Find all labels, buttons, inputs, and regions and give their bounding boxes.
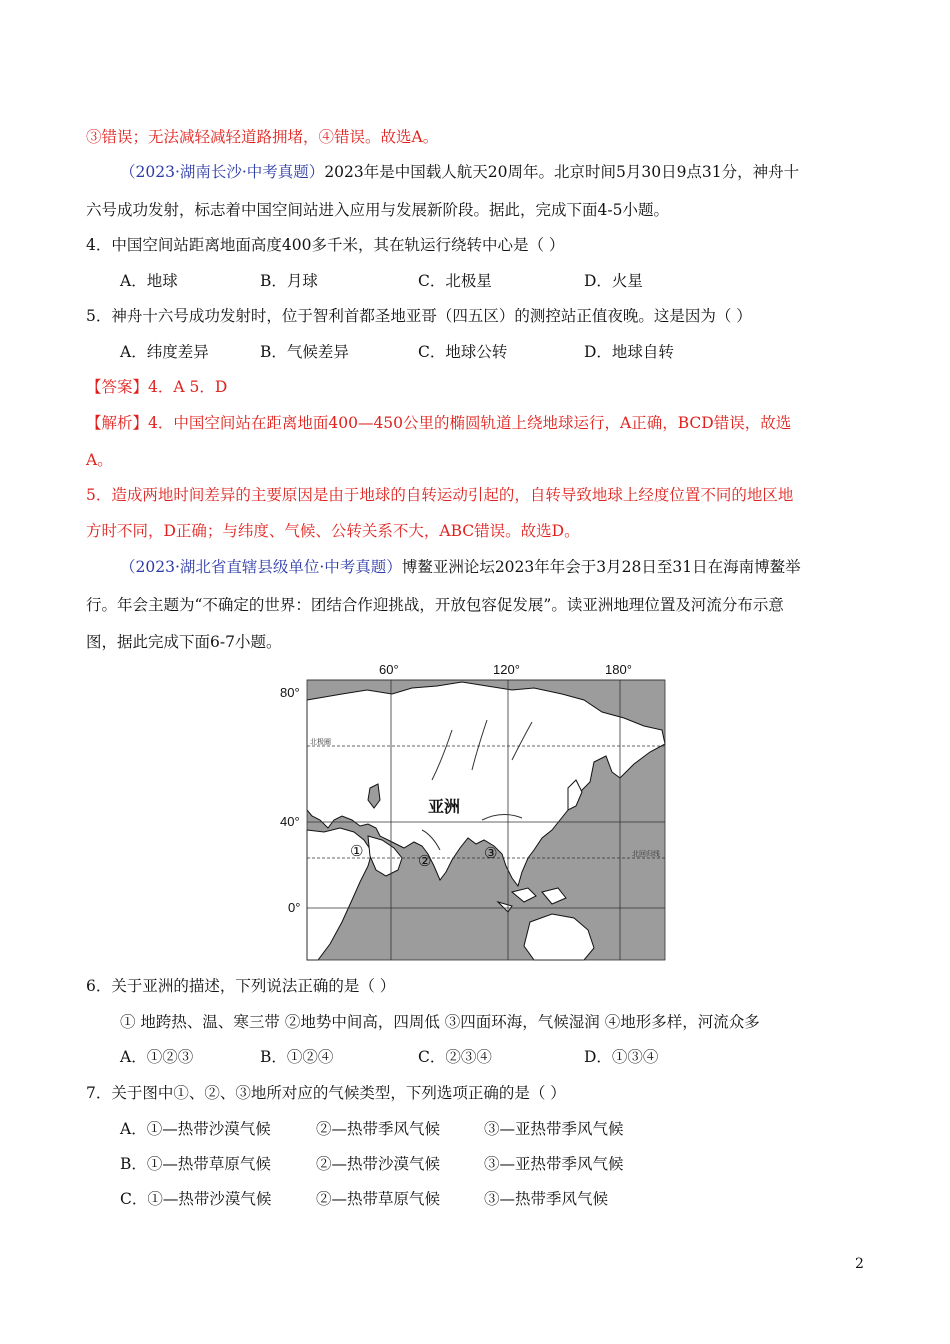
q7-option-c-part1: C．①—热带沙漠气候 — [120, 1190, 272, 1208]
q4-option-d: D．火星 — [584, 272, 643, 290]
q5-option-b: B．气候差异 — [260, 343, 349, 361]
q67-intro-line-3: 图，据此完成下面6-7小题。 — [86, 633, 282, 651]
page-number: 2 — [855, 1256, 864, 1272]
q7-option-b-part1: B．①—热带草原气候 — [120, 1155, 271, 1173]
map-marker-2: ② — [418, 852, 432, 870]
lon-label-180: 180° — [605, 662, 632, 677]
analysis-5-line-1: 5．造成两地时间差异的主要原因是由于地球的自转运动引起的，自转导致地球上经度位置不同的地区地 — [86, 486, 794, 504]
q4-option-b: B．月球 — [260, 272, 318, 290]
q5-option-d: D．地球自转 — [584, 343, 674, 361]
arctic-circle-label: 北极圈 — [310, 738, 331, 746]
analysis-5-line-2: 方时不同，D正确；与纬度、气候、公转关系不大，ABC错误。故选D。 — [86, 522, 580, 540]
q7-option-a-part3: ③—亚热带季风气候 — [484, 1120, 624, 1138]
lon-label-120: 120° — [493, 662, 520, 677]
lon-label-60: 60° — [379, 662, 399, 677]
question-5: 5．神舟十六号成功发射时，位于智利首都圣地亚哥（四五区）的测控站正值夜晚。这是因为（ ） — [86, 307, 752, 325]
q7-option-c-part3: ③—热带季风气候 — [484, 1190, 609, 1208]
lat-label-40: 40° — [280, 814, 300, 829]
q45-intro-text-1: 2023年是中国载人航天20周年。北京时间5月30日9点31分，神舟十 — [324, 163, 800, 181]
q6-option-c: C．②③④ — [418, 1048, 492, 1066]
analysis-4-line-1: 【解析】4．中国空间站在距离地面400—450公里的椭圆轨道上绕地球运行，A正确，BCD错误，故选 — [86, 414, 792, 432]
q6-option-d: D．①③④ — [584, 1048, 659, 1066]
question-7: 7．关于图中①、②、③地所对应的气候类型，下列选项正确的是（ ） — [86, 1084, 566, 1102]
q6-option-b: B．①②④ — [260, 1048, 334, 1066]
lat-label-0: 0° — [288, 900, 301, 915]
continent-label-asia: 亚洲 — [428, 797, 461, 816]
q7-option-b-part2: ②—热带沙漠气候 — [316, 1155, 441, 1173]
q5-option-c: C．地球公转 — [418, 343, 508, 361]
q6-statements: ① 地跨热、温、寒三带 ②地势中间高，四周低 ③四面环海，气候湿润 ④地形多样，河流众多 — [120, 1013, 760, 1031]
asia-map — [272, 660, 672, 965]
q5-option-a: A．纬度差异 — [120, 343, 209, 361]
q67-intro-line-1 — [120, 556, 801, 578]
q6-option-a: A．①②③ — [120, 1048, 194, 1066]
q45-intro-line-1 — [120, 161, 799, 183]
question-4: 4．中国空间站距离地面高度400多千米，其在轨运行绕转中心是（ ） — [86, 236, 565, 254]
tropic-cancer-label: 北回归线 — [632, 850, 660, 858]
q7-option-a-part2: ②—热带季风气候 — [316, 1120, 441, 1138]
question-6: 6．关于亚洲的描述，下列说法正确的是（ ） — [86, 977, 396, 995]
previous-analysis-tail: ③错误；无法减轻减轻道路拥堵，④错误。故选A。 — [86, 128, 439, 146]
q67-intro-text-1: 博鳌亚洲论坛2023年年会于3月28日至31日在海南博鳌举 — [401, 558, 801, 576]
q67-intro-line-2: 行。年会主题为“不确定的世界：团结合作迎挑战，开放包容促发展”。读亚洲地理位置及河流分布示意 — [86, 596, 784, 614]
q7-option-b-part3: ③—亚热带季风气候 — [484, 1155, 624, 1173]
q4-option-c: C．北极星 — [418, 272, 492, 290]
map-marker-3: ③ — [484, 844, 498, 862]
q45-intro-line-2: 六号成功发射，标志着中国空间站进入应用与发展新阶段。据此，完成下面4-5小题。 — [86, 201, 669, 219]
lat-label-80: 80° — [280, 685, 300, 700]
q4-option-a: A．地球 — [120, 272, 178, 290]
q67-source: （2023·湖北省直辖县级单位·中考真题） — [120, 558, 402, 576]
q7-option-c-part2: ②—热带草原气候 — [316, 1190, 441, 1208]
analysis-4-line-2: A。 — [86, 451, 113, 469]
answer-45: 【答案】4．A 5．D — [86, 378, 228, 396]
q7-option-a-part1: A．①—热带沙漠气候 — [120, 1120, 271, 1138]
map-marker-1: ① — [350, 842, 364, 860]
q45-source: （2023·湖南长沙·中考真题） — [120, 163, 325, 181]
